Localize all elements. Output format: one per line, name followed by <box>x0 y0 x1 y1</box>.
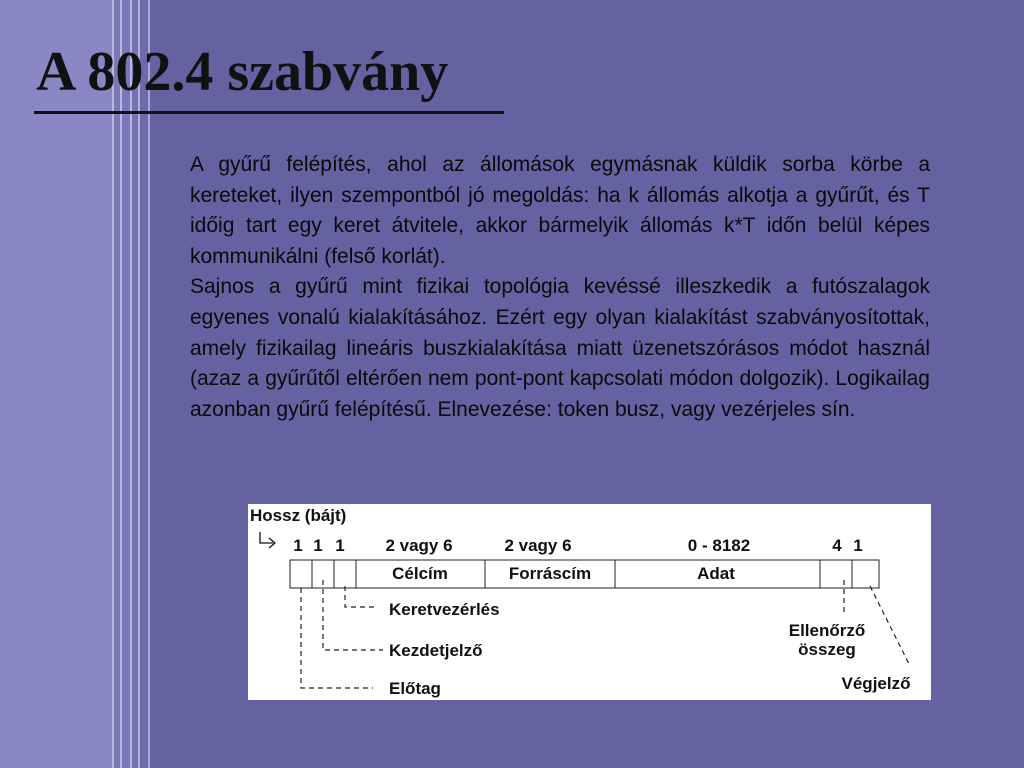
label-checksum-line1: Ellenőrző <box>788 621 866 640</box>
size-checksum: 4 <box>832 536 842 555</box>
title-underline <box>34 111 504 114</box>
field-source: Forráscím <box>508 564 592 583</box>
paragraph-token-bus: Sajnos a gyűrű mint fizikai topológia kevéssé illeszkedik a futószalagok egyenes vonalú kialakításához. Ezért egy olyan kialakítást szabványosítottak, amely fizikailag lineáris buszkialakítása miatt üzenetszórásos módot használ (azaz a gyűrűtől eltérően nem pont-pont kapcsolati módon dolgozik). Logikailag azonban gyűrű felépítésű. Elnevezése: token busz, vagy vezérjeles sín. <box>190 275 930 421</box>
length-heading: Hossz (bájt) <box>250 506 347 525</box>
slide-title: A 802.4 szabvány <box>36 41 449 103</box>
field-data: Adat <box>697 564 735 583</box>
field-sizes <box>293 536 862 555</box>
size-destination: 2 vagy 6 <box>385 536 453 555</box>
size-preamble: 1 <box>293 536 303 555</box>
label-preamble: Előtag <box>389 679 441 698</box>
field-destination: Célcím <box>392 564 448 583</box>
size-start-delimiter: 1 <box>313 536 323 555</box>
size-end-delimiter: 1 <box>853 536 863 555</box>
size-frame-control: 1 <box>335 536 345 555</box>
left-decorative-band <box>0 0 152 768</box>
paragraph-ring-topology: A gyűrű felépítés, ahol az állomások egymásnak küldik sorba körbe a kereteket, ilyen szempontból jó megoldás: ha k állomás alkotja a gyűrűt, és T időig tart egy keret átvitele, akkor bármelyik állomás k*T időn belül képes kommunikálni (felső korlát). <box>190 153 930 268</box>
frame-format-diagram <box>248 504 931 700</box>
label-end-delimiter: Végjelző <box>841 674 911 693</box>
size-source: 2 vagy 6 <box>504 536 572 555</box>
length-arrow-icon <box>260 532 275 548</box>
label-checksum-line2: összeg <box>798 640 856 659</box>
body-text <box>190 150 930 425</box>
label-frame-control: Keretvezérlés <box>389 600 500 619</box>
size-data: 0 - 8182 <box>687 536 751 555</box>
label-start-delimiter: Kezdetjelző <box>389 641 483 660</box>
